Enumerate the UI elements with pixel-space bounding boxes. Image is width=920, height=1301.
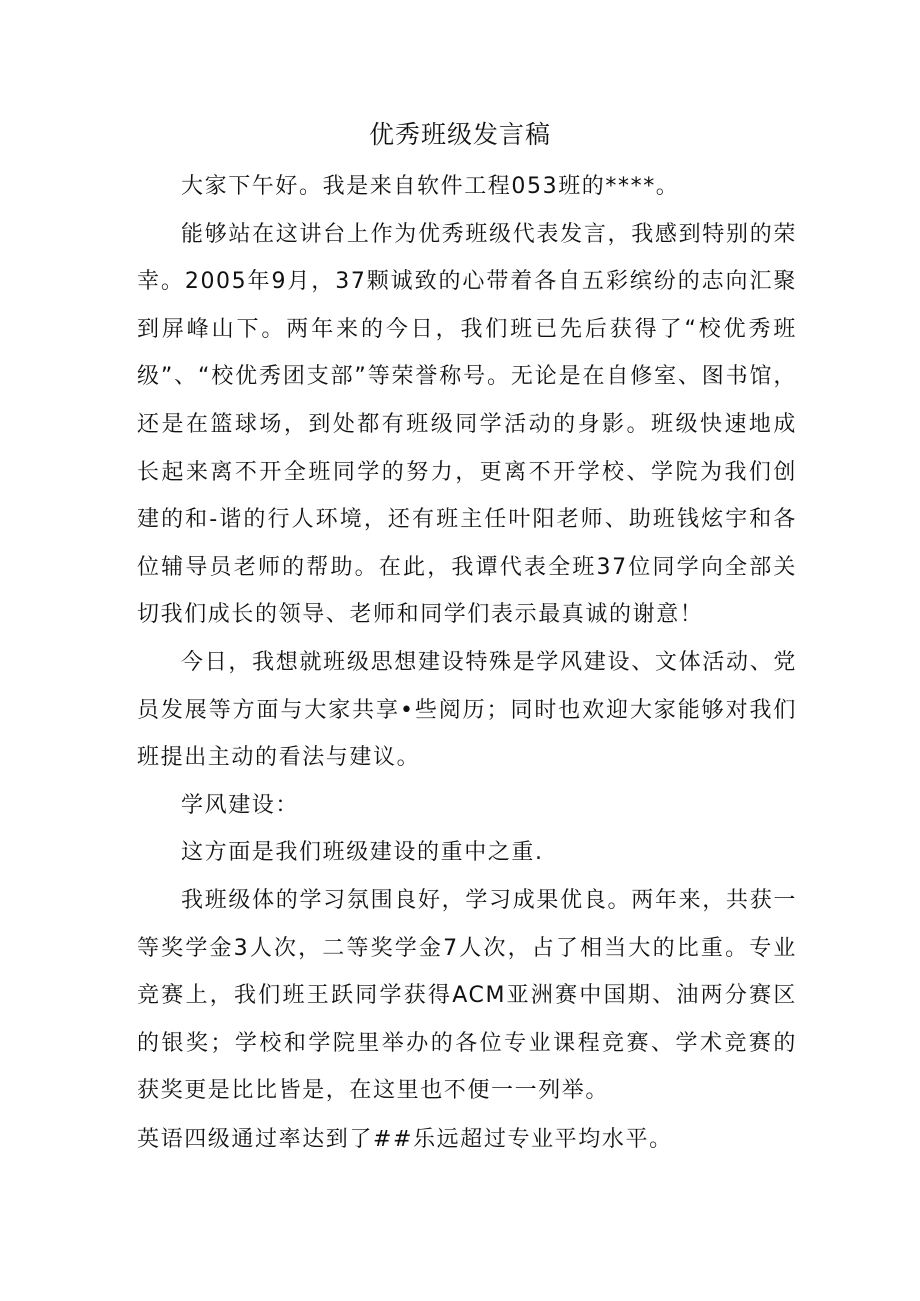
paragraph-greeting: 大家下午好。我是来自软件工程053班的****。 [181,174,680,199]
section-heading-study-style: 学风建设： [181,792,300,818]
document-title: 优秀班级发言稿 [368,120,551,149]
paragraph-study-achievements: 我班级体的学习氛围良好，学习成果优良。两年来，共获一等奖学金3人次，二等奖学金7人次，占了相当大的比重。专业竞赛上，我们班王跃同学获得ACM亚洲赛中国期、油两分赛区的银奖；学校和学院里举办的各位专业课程竞赛、学术竞赛的获奖更是比比皆是，在这里也不便一一列举。 [137,887,797,1104]
paragraph-introduction: 能够站在这讲台上作为优秀班级代表发言，我感到特别的荣幸。2005年9月，37颗诚致的心带着各自五彩缤纷的志向汇聚到屏峰山下。两年来的今日，我们班已先后获得了“校优秀班级”、“校优秀团支部”等荣誉称号。无论是在自修室、图书馆，还是在篮球场，到处都有班级同学活动的身影。班级快速地成长起来离不开全班同学的努力，更离不开学校、学院为我们创建的和-谐的行人环境，还有班主任叶阳老师、助班钱炫宇和各位辅导员老师的帮助。在此，我谭代表全班37位同学向全部关切我们成长的领导、老师和同学们表示最真诚的谢意！ [137,221,797,628]
paragraph-topics: 今日，我想就班级思想建设特殊是学风建设、文体活动、党员发展等方面与大家共享•些阅历；同时也欢迎大家能够对我们班提出主动的看法与建议。 [137,649,797,771]
document-body [137,163,797,1115]
paragraph-cet4-rate: 英语四级通过率达到了##乐远超过专业平均水平。 [137,1127,673,1152]
paragraph-study-emphasis: 这方面是我们班级建设的重中之重. [181,840,544,866]
